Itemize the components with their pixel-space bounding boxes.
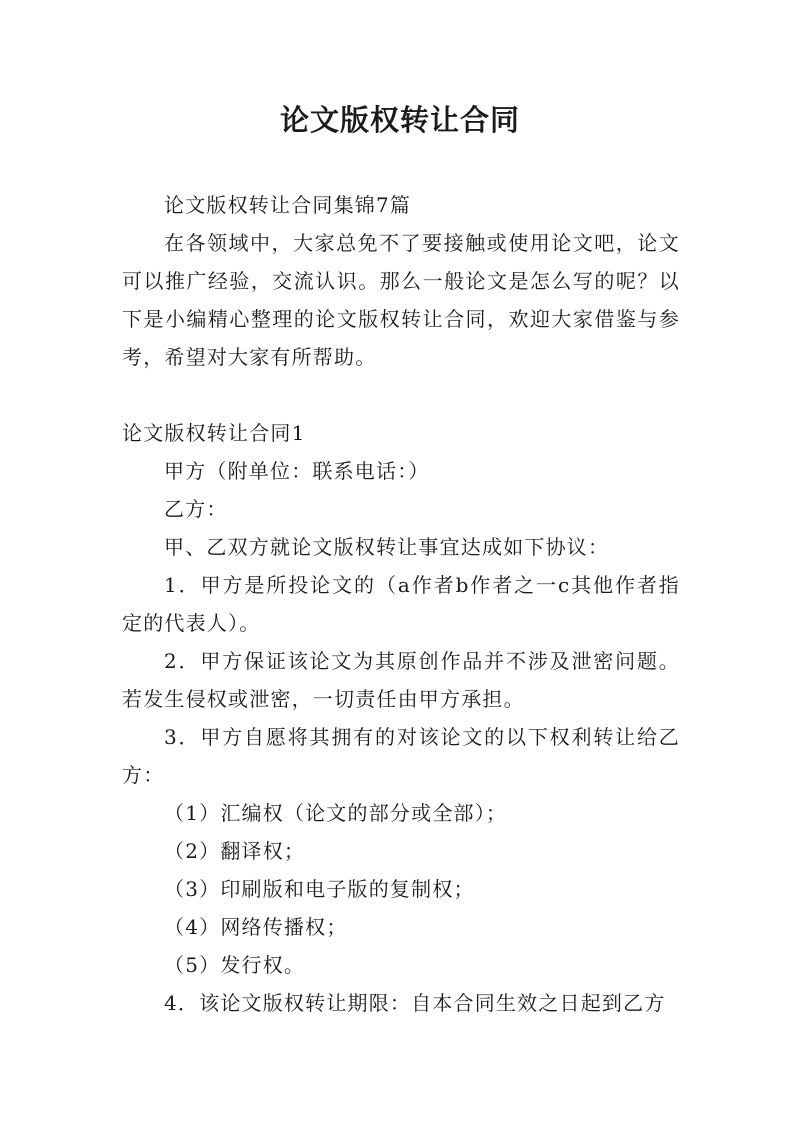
intro-paragraph: 在各领域中，大家总免不了要接触或使用论文吧，论文可以推广经验，交流认识。那么一般论文是怎么写的呢？以下是小编精心整理的论文版权转让合同，欢迎大家借鉴与参考，希望对大家有所帮助。 <box>122 231 680 369</box>
clause-2: 2．甲方保证该论文为其原创作品并不涉及泄密问题。若发生侵权或泄密，一切责任由甲方承担。 <box>122 649 680 711</box>
clause-1: 1．甲方是所投论文的（a作者b作者之一c其他作者指定的代表人）。 <box>122 573 680 635</box>
right-item: （2）翻译权； <box>164 839 306 863</box>
party-b-line: 乙方： <box>164 497 228 521</box>
right-item: （5）发行权。 <box>164 953 306 977</box>
document-subtitle: 论文版权转让合同集锦7篇 <box>164 193 412 217</box>
party-a-line: 甲方（附单位：联系电话：） <box>164 459 430 483</box>
right-item: （4）网络传播权； <box>164 915 348 939</box>
document-body <box>122 186 680 1022</box>
agreement-intro: 甲、乙双方就论文版权转让事宜达成如下协议： <box>164 535 610 559</box>
clause-3: 3．甲方自愿将其拥有的对该论文的以下权利转让给乙方： <box>122 725 680 787</box>
paragraph-spacer <box>122 376 680 414</box>
clause-4: 4．该论文版权转让期限：自本合同生效之日起到乙方 <box>164 991 666 1015</box>
right-item: （3）印刷版和电子版的复制权； <box>164 877 475 901</box>
section-heading: 论文版权转让合同1 <box>122 421 306 445</box>
right-item: （1）汇编权（论文的部分或全部）； <box>164 801 508 825</box>
document-title: 论文版权转让合同 <box>279 103 520 137</box>
